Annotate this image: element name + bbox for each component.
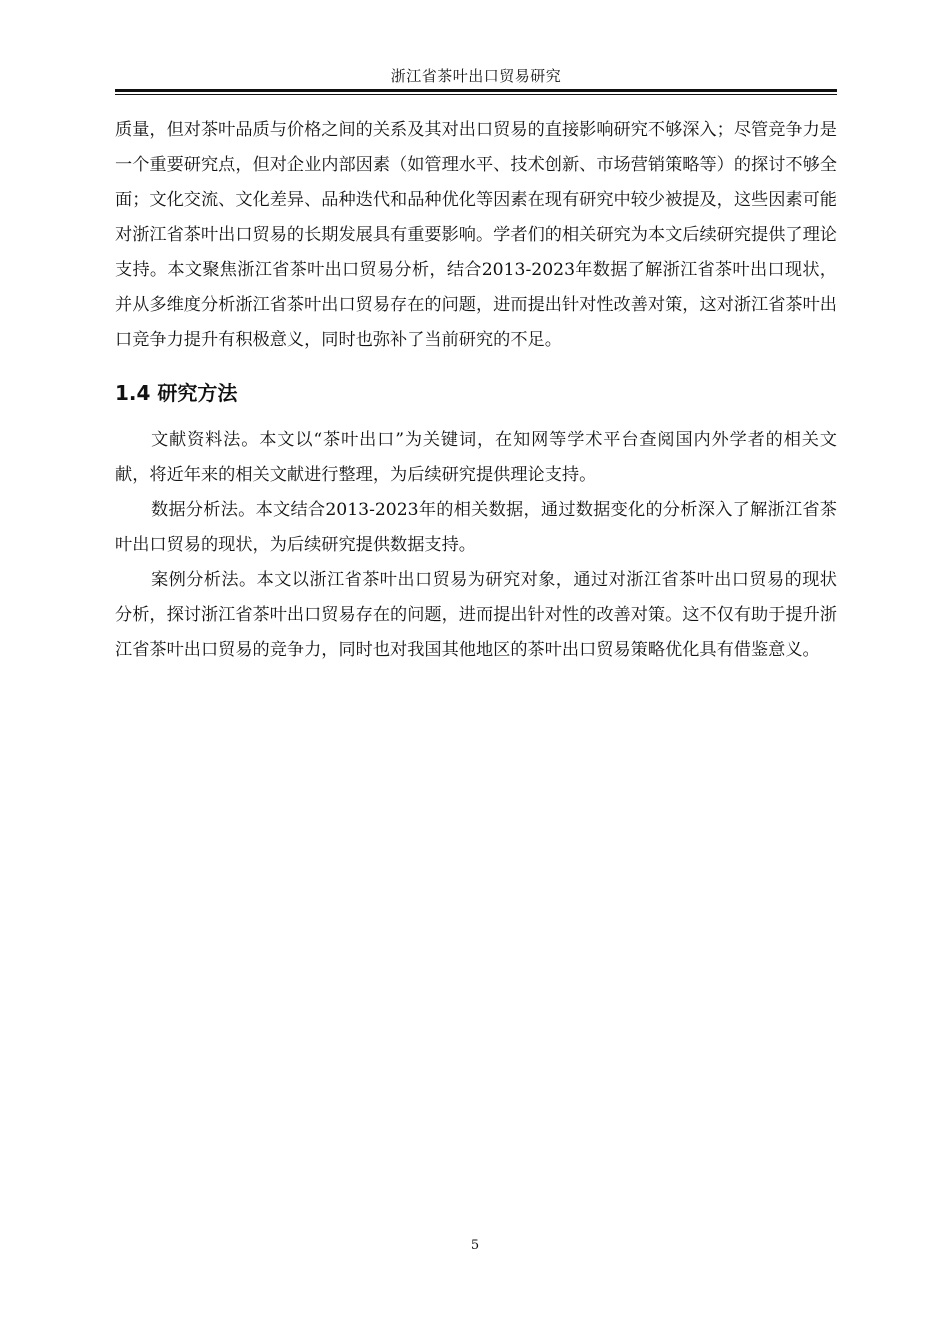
- header-rule-thin: [115, 94, 837, 95]
- continued-paragraph: 质量，但对茶叶品质与价格之间的关系及其对出口贸易的直接影响研究不够深入；尽管竞争力是一个重要研究点，但对企业内部因素（如管理水平、技术创新、市场营销策略等）的探讨不够全面；文化交流、文化差异、品种迭代和品种优化等因素在现有研究中较少被提及，这些因素可能对浙江省茶叶出口贸易的长期发展具有重要影响。学者们的相关研究为本文后续研究提供了理论支持。本文聚焦浙江省茶叶出口贸易分析，结合2013-2023年数据了解浙江省茶叶出口现状，并从多维度分析浙江省茶叶出口贸易存在的问题，进而提出针对性改善对策，这对浙江省茶叶出口竞争力提升有积极意义，同时也弥补了当前研究的不足。: [115, 120, 837, 350]
- page-number: 5: [470, 1238, 480, 1253]
- header-rule-thick: [115, 89, 837, 92]
- paragraph-case-analysis-method: 案例分析法。本文以浙江省茶叶出口贸易为研究对象，通过对浙江省茶叶出口贸易的现状分析，探讨浙江省茶叶出口贸易存在的问题，进而提出针对性的改善对策。这不仅有助于提升浙江省茶叶出口贸易的竞争力，同时也对我国其他地区的茶叶出口贸易策略优化具有借鉴意义。: [115, 570, 837, 660]
- paragraph-data-analysis-method: 数据分析法。本文结合2013-2023年的相关数据，通过数据变化的分析深入了解浙江省茶叶出口贸易的现状，为后续研究提供数据支持。: [115, 500, 837, 555]
- running-header: 浙江省茶叶出口贸易研究: [390, 67, 562, 85]
- page-body: [115, 113, 837, 668]
- paragraph-literature-method: 文献资料法。本文以“茶叶出口”为关键词，在知网等学术平台查阅国内外学者的相关文献，将近年来的相关文献进行整理，为后续研究提供理论支持。: [115, 430, 837, 485]
- section-heading: 1.4 研究方法: [115, 381, 238, 405]
